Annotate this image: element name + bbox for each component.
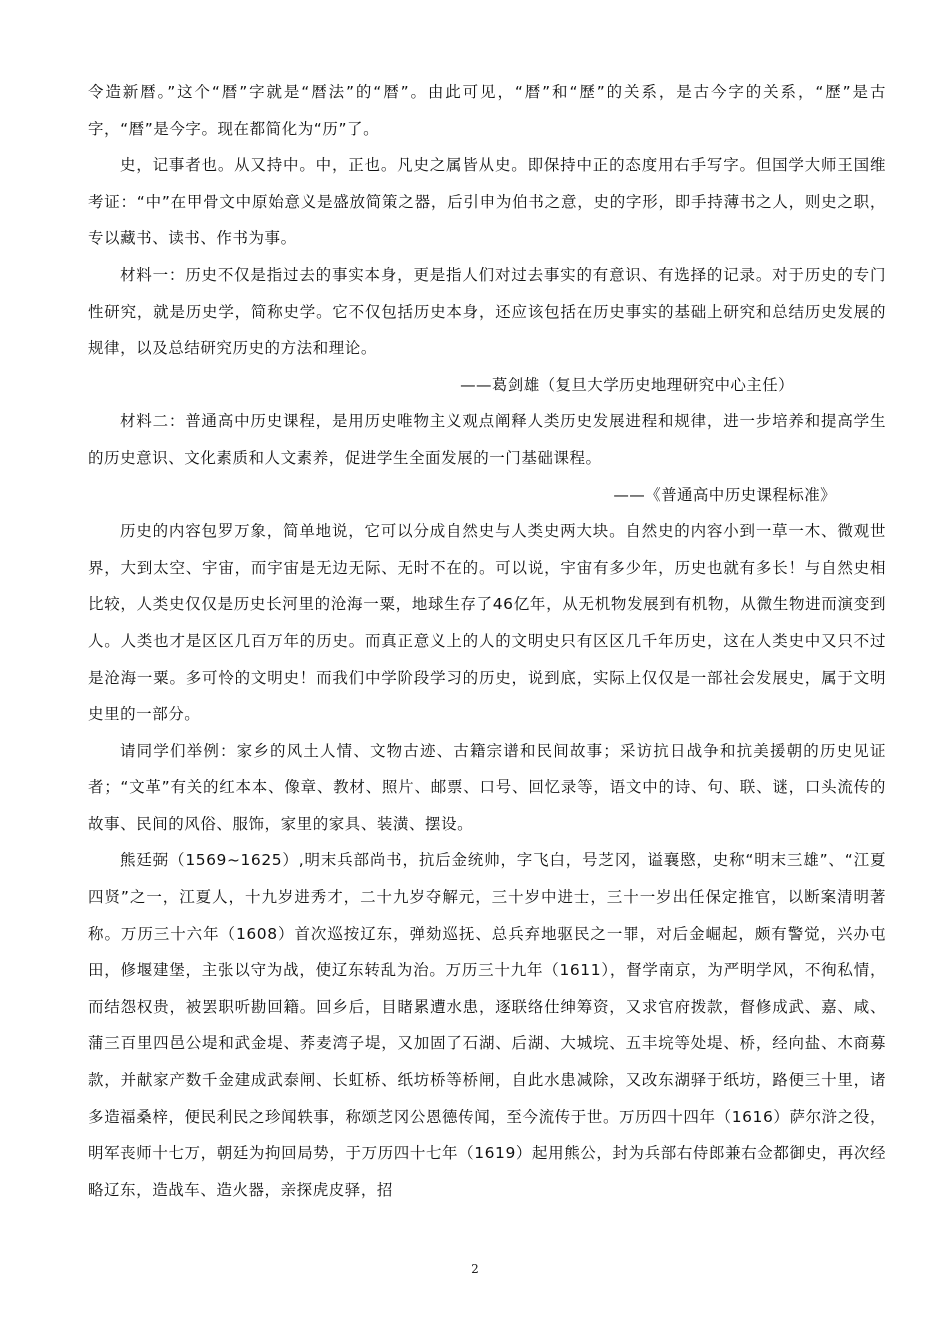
page-number: 2: [471, 1262, 479, 1276]
paragraph-li-character-origin: 令造新暦。”这个“暦”字就是“暦法”的“暦”。由此可见，“暦”和“歷”的关系，是古今字的关系，“歷”是古字，“暦”是今字。现在都简化为“历”了。: [88, 83, 886, 138]
material-one-source: ——葛剑雄（复旦大学历史地理研究中心主任）: [460, 375, 794, 394]
paragraph-student-examples: 请同学们举例：家乡的风土人情、文物古迹、古籍宗谱和民间故事；采访抗日战争和抗美援朝的历史见证者；“文革”有关的红本本、像章、教材、照片、邮票、口号、回忆录等，语文中的诗、句、联、谜，口头流传的故事、民间的风俗、服饰，家里的家具、装潢、摆设。: [88, 741, 886, 833]
material-two-source: ——《普通高中历史课程标准》: [613, 485, 836, 504]
paragraph-material-one: 材料一：历史不仅是指过去的事实本身，更是指人们对过去事实的有意识、有选择的记录。对于历史的专门性研究，就是历史学，简称史学。它不仅包括历史本身，还应该包括在历史事实的基础上研究和总结历史发展的规律，以及总结研究历史的方法和理论。: [88, 265, 886, 358]
paragraph-xiong-tingbi: 熊廷弼（1569~1625）,明末兵部尚书，抗后金统帅，字飞白，号芝冈，谥襄愍，史称“明末三雄”、“江夏四贤”之一，江夏人，十九岁进秀才，二十九岁夺解元，三十岁中进士，三十一岁出任保定推官，以断案清明著称。万历三十六年（1608）首次巡按辽东，弹劾巡抚、总兵弃地驱民之一罪，对后金崛起，颇有警觉，兴办屯田，修堰建堡，主张以守为战，使辽东转乱为治。万历三十九年（1611），督学南京，为严明学风，不徇私情，而结怨权贵，被罢职听勘回籍。回乡后，目睹累遭水患，逐联络仕绅筹资，又求官府拨款，督修成武、嘉、咸、蒲三百里四邑公堤和武金堤、荞麦湾子堤，又加固了石湖、后湖、大城垸、五丰垸等处堤、桥，经向盐、木商募款，并献家产数千金建成武泰闸、长虹桥、纸坊桥等桥闸，自此水患减除，又改东湖驿于纸坊，路便三十里，诸多造福桑梓，便民利民之珍闻轶事，称颂芝冈公恩德传闻，至今流传于世。万历四十四年（1616）萨尔浒之役，明军丧师十七万，朝廷为拘回局势，于万历四十七年（1619）起用熊公，封为兵部右侍郎兼右佥都御史，再次经略辽东，造战车、造火器，亲探虎皮驿，招: [88, 851, 886, 1199]
document-body: [88, 74, 886, 1208]
paragraph-material-two: 材料二：普通高中历史课程，是用历史唯物主义观点阐释人类历史发展进程和规律，进一步培养和提高学生的历史意识、文化素质和人文素养，促进学生全面发展的一门基础课程。: [88, 412, 886, 467]
paragraph-shi-character-meaning: 史，记事者也。从又持中。中，正也。凡史之属皆从史。即保持中正的态度用右手写字。但国学大师王国维考证：“中”在甲骨文中原始意义是盛放简策之器，后引申为伯书之意，史的字形，即手持薄书之人，则史之职，专以藏书、读书、作书为事。: [88, 156, 886, 248]
paragraph-history-scope: 历史的内容包罗万象，简单地说，它可以分成自然史与人类史两大块。自然史的内容小到一草一木、微观世界，大到太空、宇宙，而宇宙是无边无际、无时不在的。可以说，宇宙有多少年，历史也就有多长！与自然史相比较，人类史仅仅是历史长河里的沧海一粟，地球生存了46亿年，从无机物发展到有机物，从微生物进而演变到人。人类也才是区区几百万年的历史。而真正意义上的人的文明史只有区区几千年历史，这在人类史中又只不过是沧海一粟。多可怜的文明史！而我们中学阶段学习的历史，说到底，实际上仅仅是一部社会发展史，属于文明史里的一部分。: [88, 522, 886, 724]
